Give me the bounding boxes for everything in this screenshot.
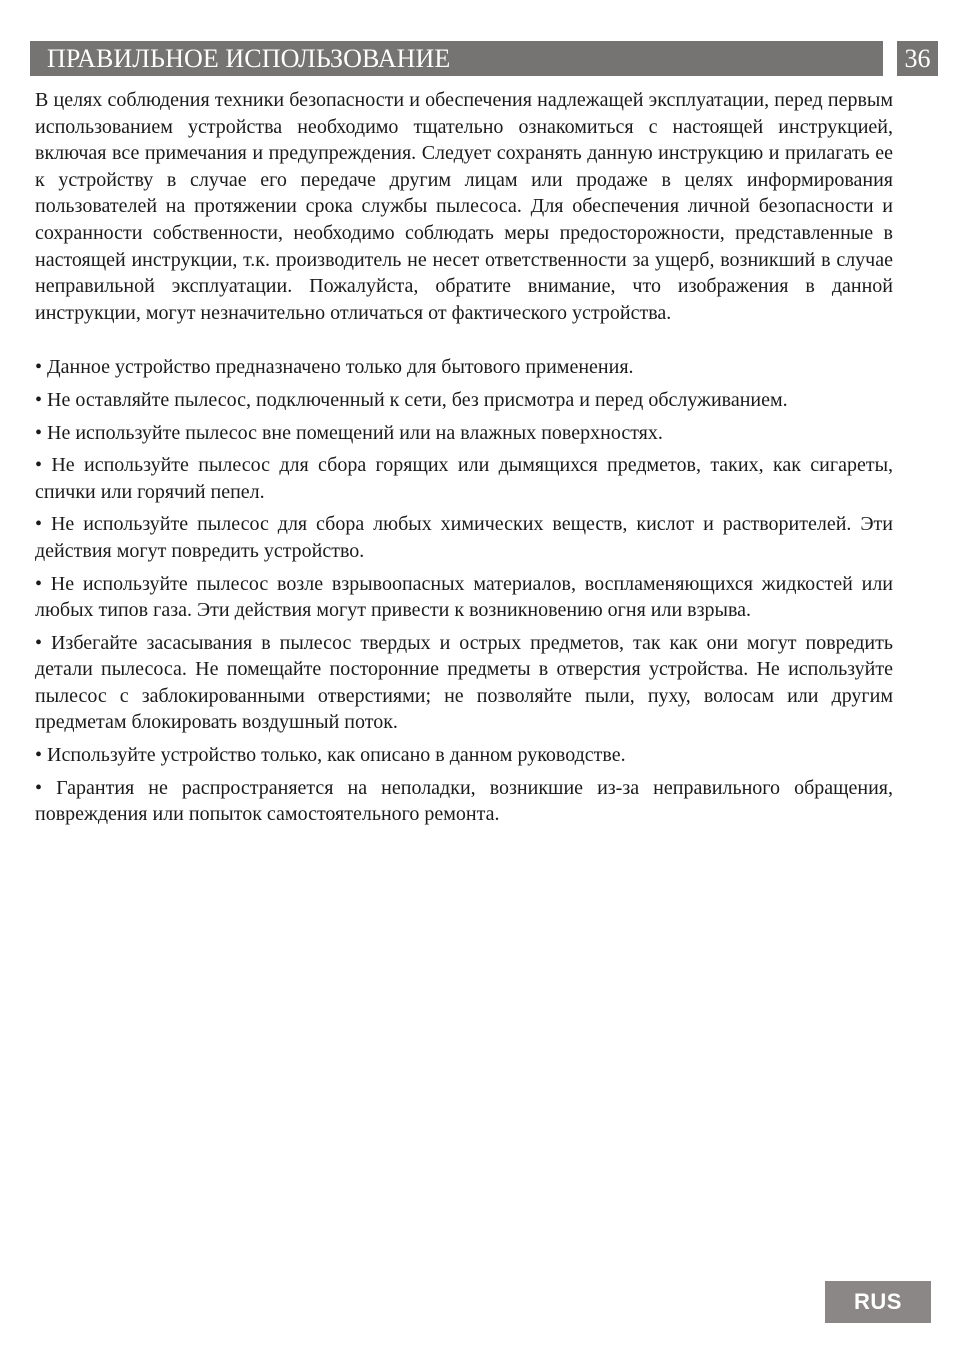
bullet-item: • Не оставляйте пылесос, подключенный к сети, без присмотра и перед обслуживанием. xyxy=(35,388,788,411)
page-title: ПРАВИЛЬНОЕ ИСПОЛЬЗОВАНИЕ xyxy=(47,44,451,73)
bullet-item: • Не используйте пылесос вне помещений или на влажных поверхностях. xyxy=(35,421,663,444)
section-header xyxy=(30,41,883,76)
bullet-item: • Гарантия не распространяется на неполадки, возникшие из-за неправильного обращения, повреждения или попыток самостоятельного ремонта. xyxy=(35,776,893,826)
document-body xyxy=(35,87,893,834)
page-number: 36 xyxy=(904,44,931,73)
bullet-item: • Не используйте пылесос для сбора любых химических веществ, кислот и растворителей. Эти действия могут повредить устройство. xyxy=(35,513,893,562)
bullet-item: • Не используйте пылесос возле взрывоопасных материалов, воспламеняющихся жидкостей или любых типов газа. Эти действия могут привести к возникновению огня или взрыва. xyxy=(35,572,893,622)
language-badge xyxy=(825,1281,931,1323)
page-number-box xyxy=(897,41,938,76)
bullet-item: • Используйте устройство только, как описано в данном руководстве. xyxy=(35,744,626,767)
bullet-item: • Данное устройство предназначено только для бытового применения. xyxy=(35,356,634,379)
language-label: RUS xyxy=(854,1289,902,1314)
intro-paragraph: В целях соблюдения техники безопасности и обеспечения надлежащей эксплуатации, перед первым использованием устройства необходимо тщательно ознакомиться с настоящей инструкцией, включая все примечания и предупреждения. Следует сохранять данную инструкцию и прилагать ее к устройству в случае его передаче другим лицам или продаже в целях информирования пользователей на протяжении срока службы пылесоса. Для обеспечения личной безопасности и сохранности собственности, необходимо соблюдать меры предосторожности, представленные в настоящей инструкции, т.к. производитель не несет ответственности за ущерб, возникший в случае неправильной эксплуатации. Пожалуйста, обратите внимание, что изображения в данной инструкции, могут незначительно отличаться от фактического устройства. xyxy=(35,89,893,324)
bullet-item: • Не используйте пылесос для сбора горящих или дымящихся предметов, таких, как сигареты, спички или горячий пепел. xyxy=(35,454,893,503)
bullet-item: • Избегайте засасывания в пылесос твердых и острых предметов, так как они могут повредить детали пылесоса. Не помещайте посторонние предметы в отверстия устройства. Не используйте пылесос с заблокированными отверстиями; не позволяйте пыли, пуху, волосам или другим предметам блокировать воздушный поток. xyxy=(35,631,893,734)
